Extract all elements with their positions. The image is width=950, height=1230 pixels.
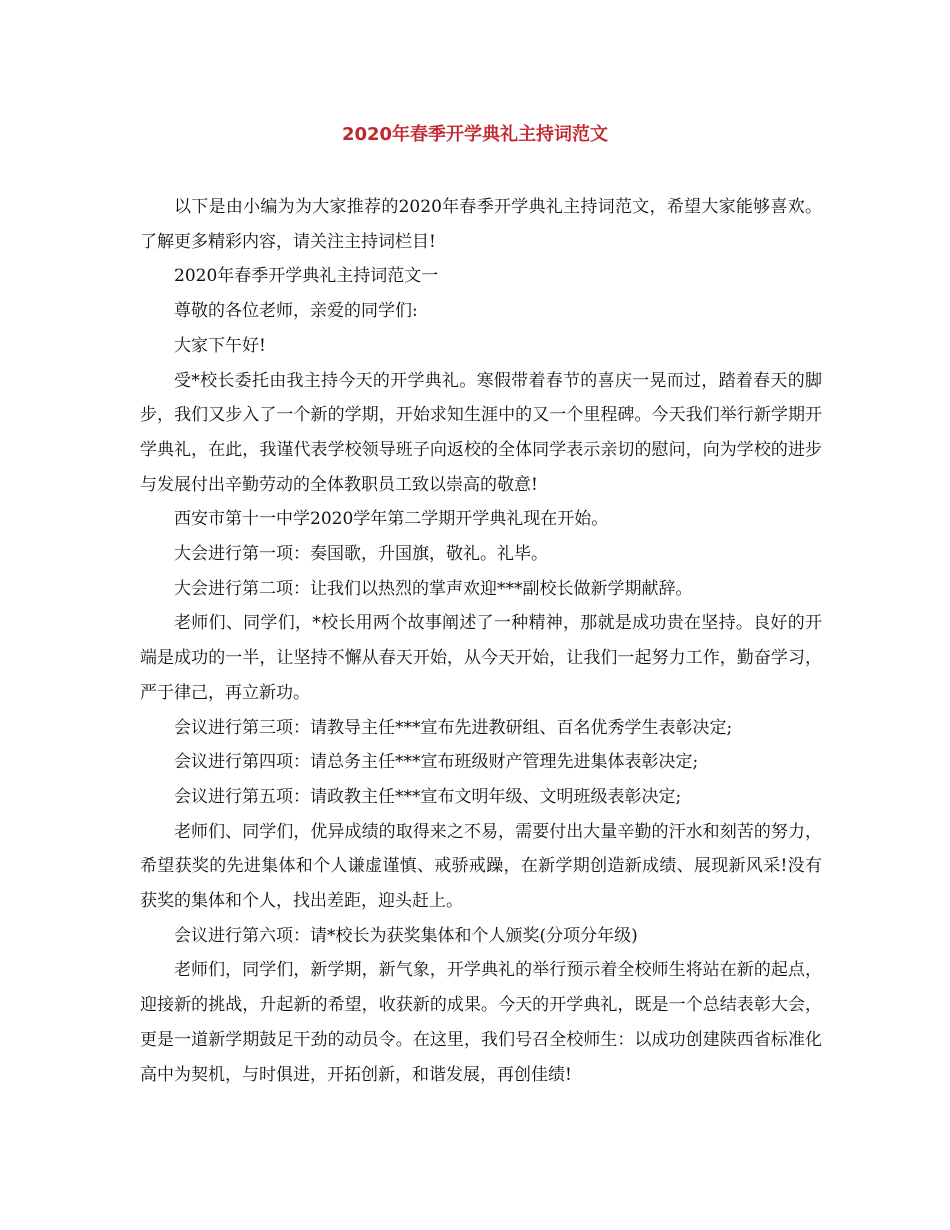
paragraph-item-5: 会议进行第五项：请政教主任***宣布文明年级、文明班级表彰决定; <box>174 786 682 807</box>
paragraph-intro: 以下是由小编为为大家推荐的2020年春季开学典礼主持词范文，希望大家能够喜欢。了解更多精彩内容，请关注主持词栏目! <box>140 197 822 252</box>
paragraph-start: 西安市第十一中学2020学年第二学期开学典礼现在开始。 <box>174 509 609 530</box>
paragraph-greeting: 大家下午好! <box>174 335 266 356</box>
paragraph-encouragement: 老师们、同学们，优异成绩的取得来之不易，需要付出大量辛勤的汗水和刻苦的努力，希望获奖的先进集体和个人谦虚谨慎、戒骄戒躁，在新学期创造新成绩、展现新风采!没有获奖的集体和个人，找出差距，迎头赶上。 <box>140 821 822 912</box>
paragraph-item-6: 会议进行第六项：请*校长为获奖集体和个人颁奖(分项分年级) <box>174 925 638 946</box>
document-body <box>140 190 822 1092</box>
document-title: 2020年春季开学典礼主持词范文 <box>341 124 609 145</box>
paragraph-subtitle: 2020年春季开学典礼主持词范文一 <box>174 266 439 287</box>
paragraph-item-2: 大会进行第二项：让我们以热烈的掌声欢迎***副校长做新学期献辞。 <box>174 578 693 599</box>
paragraph-item-4: 会议进行第四项：请总务主任***宣布班级财产管理先进集体表彰决定; <box>174 752 699 773</box>
paragraph-salutation: 尊敬的各位老师，亲爱的同学们: <box>174 301 418 322</box>
paragraph-opening: 受*校长委托由我主持今天的开学典礼。寒假带着春节的喜庆一晃而过，踏着春天的脚步，我们又步入了一个新的学期，开始求知生涯中的又一个里程碑。今天我们举行新学期开学典礼，在此，我谨代表学校领导班子向返校的全体同学表示亲切的慰问，向为学校的进步与发展付出辛勤劳动的全体教职员工致以崇高的敬意! <box>140 370 822 495</box>
paragraph-closing: 老师们，同学们，新学期，新气象，开学典礼的举行预示着全校师生将站在新的起点，迎接新的挑战，升起新的希望，收获新的成果。今天的开学典礼，既是一个总结表彰大会，更是一道新学期鼓足干劲的动员令。在这里，我们号召全校师生：以成功创建陕西省标准化高中为契机，与时俱进，开拓创新，和谐发展，再创佳绩! <box>140 960 822 1085</box>
paragraph-item-1: 大会进行第一项：奏国歌，升国旗，敬礼。礼毕。 <box>174 544 548 565</box>
paragraph-speech-summary: 老师们、同学们，*校长用两个故事阐述了一种精神，那就是成功贵在坚持。良好的开端是成功的一半，让坚持不懈从春天开始，从今天开始，让我们一起努力工作，勤奋学习，严于律己，再立新功。 <box>140 613 822 703</box>
paragraph-item-3: 会议进行第三项：请教导主任***宣布先进教研组、百名优秀学生表彰决定; <box>174 717 733 738</box>
